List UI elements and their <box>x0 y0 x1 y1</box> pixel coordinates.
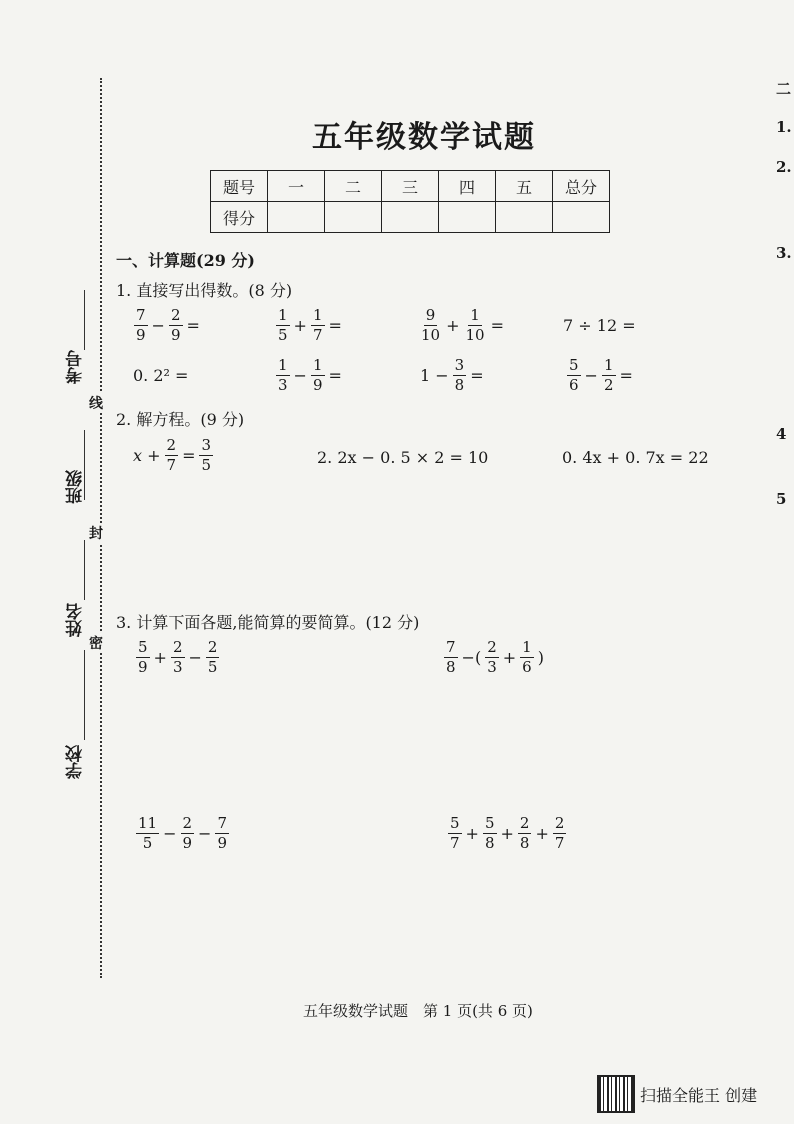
score-blank-cell[interactable] <box>268 202 325 233</box>
q3-expression-4: $\frac{5}{7}$ + $\frac{5}{8}$ + $\frac{2}{8}$ + $\frac{2}{7}$ <box>450 814 565 852</box>
fraction: $\frac{2}{7}$ <box>166 436 177 474</box>
fraction: $\frac{1}{10}$ <box>465 306 485 344</box>
fraction: $\frac{1}{9}$ <box>312 356 323 394</box>
next-page-fragment: 5 <box>776 490 787 508</box>
exam-number-line <box>84 290 85 350</box>
fraction: $\frac{2}{3}$ <box>172 638 183 676</box>
seal-char-mi: 密 <box>89 633 103 653</box>
q1-item-5: 0. 2² = <box>133 366 189 385</box>
qr-code-icon <box>597 1075 635 1113</box>
next-page-fragment: 1. <box>776 118 792 136</box>
scanner-watermark: 扫描全能王 创建 <box>640 1086 758 1105</box>
fraction: $\frac{1}{7}$ <box>312 306 323 344</box>
fraction: $\frac{3}{8}$ <box>454 356 465 394</box>
fraction: $\frac{5}{9}$ <box>138 638 148 676</box>
next-page-fragment: 二 <box>776 80 792 98</box>
q1-item-7: 1 − $\frac{3}{8}$ = <box>420 356 484 394</box>
q2-equation-2: 2. 2x − 0. 5 × 2 = 10 <box>317 448 489 467</box>
q1-label: 1. 直接写出得数。(8 分) <box>116 281 293 300</box>
seal-char-feng: 封 <box>89 523 103 543</box>
page-footer: 五年级数学试题 第 1 页(共 6 页) <box>303 1002 533 1020</box>
next-page-fragment: 4 <box>776 425 787 443</box>
score-blank-cell[interactable] <box>496 202 553 233</box>
class-label: 班级 <box>66 470 86 504</box>
fraction: $\frac{2}{5}$ <box>207 638 218 676</box>
q3-expression-3: $\frac{11}{5}$ − $\frac{2}{9}$ − $\frac{7}{9}$ <box>138 814 227 852</box>
score-header-cell: 二 <box>325 171 382 202</box>
fraction: $\frac{3}{5}$ <box>201 436 212 474</box>
q1-item-4: 7 ÷ 12 = <box>563 316 636 335</box>
fraction: $\frac{7}{9}$ <box>136 306 146 344</box>
fraction: $\frac{1}{5}$ <box>278 306 288 344</box>
fraction: $\frac{5}{8}$ <box>484 814 495 852</box>
q3-expression-2: $\frac{7}{8}$ −( $\frac{2}{3}$ + $\frac{1}{6}$ ) <box>446 638 544 676</box>
q1-item-2: $\frac{1}{5}$ + $\frac{1}{7}$ = <box>278 306 342 344</box>
q1-item-6: $\frac{1}{3}$ − $\frac{1}{9}$ = <box>278 356 342 394</box>
score-row-label: 得分 <box>211 202 268 233</box>
fraction: $\frac{1}{3}$ <box>278 356 288 394</box>
school-label: 学校 <box>66 745 86 779</box>
fraction: $\frac{2}{8}$ <box>519 814 530 852</box>
score-blank-cell[interactable] <box>553 202 610 233</box>
fraction: $\frac{2}{9}$ <box>182 814 193 852</box>
fraction: $\frac{2}{7}$ <box>554 814 565 852</box>
q2-label: 2. 解方程。(9 分) <box>116 410 245 429</box>
fraction: $\frac{9}{10}$ <box>421 306 441 344</box>
score-value-row <box>211 202 610 233</box>
score-header-cell: 五 <box>496 171 553 202</box>
name-line <box>84 540 85 600</box>
score-header-cell: 题号 <box>211 171 268 202</box>
fraction: $\frac{11}{5}$ <box>138 814 158 852</box>
page-title: 五年级数学试题 <box>312 120 536 155</box>
score-header-cell: 四 <box>439 171 496 202</box>
next-page-fragment: 3. <box>776 244 792 262</box>
next-page-fragment: 2. <box>776 158 792 176</box>
fraction: $\frac{2}{3}$ <box>487 638 497 676</box>
name-label: 姓名 <box>66 603 86 637</box>
fraction: $\frac{2}{9}$ <box>170 306 181 344</box>
score-blank-cell[interactable] <box>382 202 439 233</box>
score-header-row <box>211 171 610 202</box>
q2-equation-1: x + $\frac{2}{7}$ = $\frac{3}{5}$ <box>133 436 212 474</box>
fraction: $\frac{5}{6}$ <box>569 356 579 394</box>
fraction: $\frac{7}{9}$ <box>217 814 227 852</box>
fraction: $\frac{7}{8}$ <box>446 638 456 676</box>
q2-equation-3: 0. 4x + 0. 7x = 22 <box>562 448 709 467</box>
score-blank-cell[interactable] <box>325 202 382 233</box>
fraction: $\frac{1}{2}$ <box>603 356 614 394</box>
score-header-cell: 三 <box>382 171 439 202</box>
score-table <box>210 170 610 233</box>
q1-item-3: $\frac{9}{10}$ + $\frac{1}{10}$ = <box>421 306 504 344</box>
q3-label: 3. 计算下面各题,能简算的要简算。(12 分) <box>116 613 420 632</box>
q1-item-8: $\frac{5}{6}$ − $\frac{1}{2}$ = <box>569 356 633 394</box>
seal-char-xian: 线 <box>89 393 103 413</box>
fraction: $\frac{5}{7}$ <box>450 814 460 852</box>
exam-number-label: 考号 <box>66 350 86 384</box>
q3-expression-1: $\frac{5}{9}$ + $\frac{2}{3}$ − $\frac{2}{5}$ <box>138 638 218 676</box>
school-line <box>84 650 85 740</box>
q1-item-1: $\frac{7}{9}$ − $\frac{2}{9}$ = <box>136 306 200 344</box>
score-header-cell: 总分 <box>553 171 610 202</box>
score-header-cell: 一 <box>268 171 325 202</box>
section1-heading: 一、计算题(29 分) <box>116 251 255 270</box>
score-blank-cell[interactable] <box>439 202 496 233</box>
fraction: $\frac{1}{6}$ <box>522 638 532 676</box>
